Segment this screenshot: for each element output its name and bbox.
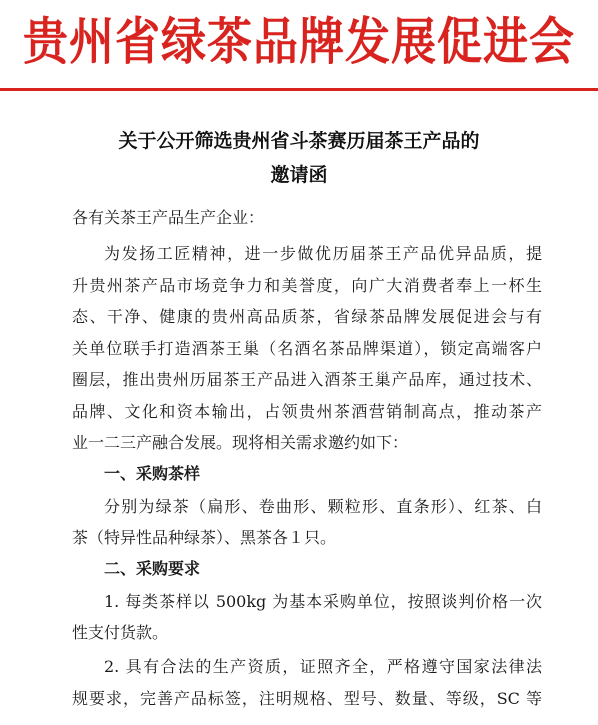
letterhead-divider [0, 88, 598, 91]
section-2-item-2-line-1: 2. 具有合法的生产资质，证照齐全，严格遵守国家法律法 [104, 657, 542, 676]
intro-line-4: 关单位联手打造酒茶王巢（名酒名茶品牌渠道），锁定高端客户 [72, 339, 542, 358]
salutation: 各有关茶王产品生产企业： [72, 208, 265, 227]
intro-line-1: 为发扬工匠精神，进一步做优历届茶王产品优异品质，提 [104, 244, 542, 263]
intro-line-2: 升贵州茶产品市场竞争力和美誉度，向广大消费者奉上一杯生 [72, 276, 542, 295]
intro-line-7: 业一二三产融合发展。现将相关需求邀约如下： [72, 433, 409, 452]
section-2-item-2-line-2: 规要求，完善产品标签，注明规格、型号、数量、等级，SC 等 [72, 689, 542, 708]
section-1-line-1: 分别为绿茶（扁形、卷曲形、颗粒形、直条形）、红茶、白 [104, 497, 542, 516]
document-title-line-2: 邀请函 [270, 164, 328, 186]
section-1-line-2: 茶（特异性品种绿茶）、黑茶各１只。 [72, 528, 337, 547]
document-title-line-1: 关于公开筛选贵州省斗茶赛历届茶王产品的 [118, 130, 480, 152]
section-2-heading: 二、采购要求 [104, 559, 201, 578]
org-letterhead: 贵州省绿茶品牌发展促进会 [22, 12, 575, 72]
intro-line-5: 圈层，推出贵州历届茶王产品进入酒茶王巢产品库，通过技术、 [72, 370, 542, 389]
section-2-item-1-line-1: 1. 每类茶样以 500kg 为基本采购单位，按照谈判价格一次 [104, 592, 542, 611]
section-2-item-1-line-2: 性支付货款。 [72, 623, 169, 642]
intro-line-6: 品牌、文化和资本输出，占领贵州茶酒营销制高点，推动茶产 [72, 402, 542, 421]
section-1-heading: 一、采购茶样 [104, 464, 201, 483]
intro-line-3: 态、干净、健康的贵州高品质茶，省绿茶品牌发展促进会与有 [72, 307, 542, 326]
